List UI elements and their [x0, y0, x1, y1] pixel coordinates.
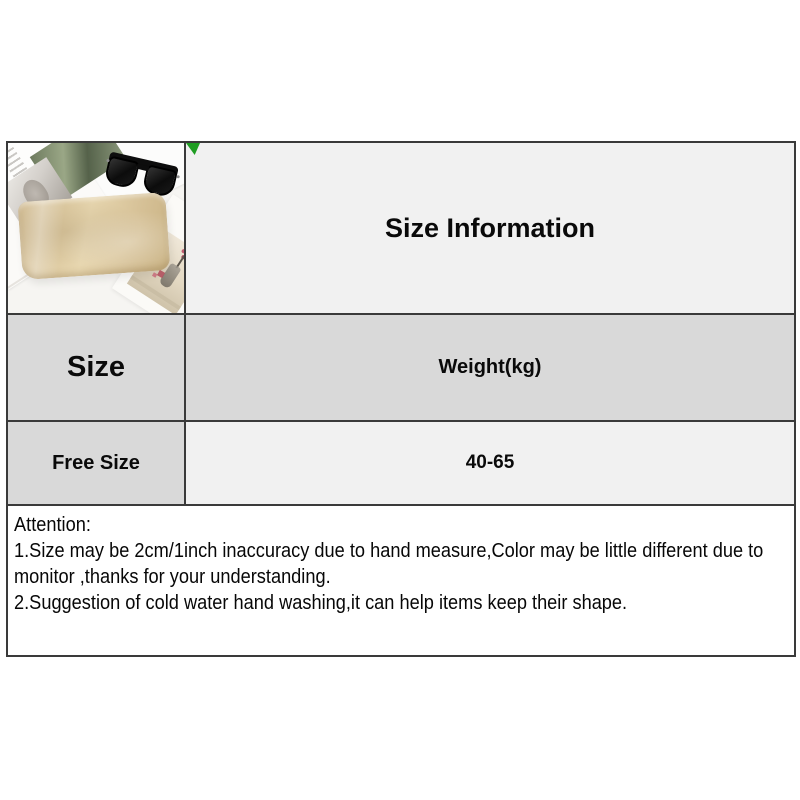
- table-row-size-cell: [8, 422, 186, 506]
- size-information-table: [6, 141, 796, 657]
- page-title: Size Information: [384, 212, 595, 243]
- attention-heading: Attention:: [14, 514, 91, 536]
- table-row-weight-cell: [186, 422, 794, 506]
- size-column-header-cell: [8, 315, 186, 422]
- table-title-cell: [186, 143, 794, 315]
- attention-note: [8, 506, 794, 655]
- weight-value: 40-65: [465, 452, 515, 473]
- sunglasses-hinge: [176, 175, 180, 179]
- weight-column-header-cell: [186, 315, 794, 422]
- size-column-header: Size: [66, 351, 126, 383]
- attention-line: monitor ,thanks for your understanding.: [14, 566, 331, 588]
- attention-text-block: [14, 512, 764, 616]
- bandeau-top-image: [17, 192, 170, 280]
- cell-corner-marker: [186, 143, 200, 155]
- weight-column-header: Weight(kg): [438, 356, 542, 378]
- product-photo: [8, 143, 186, 315]
- attention-line: 1.Size may be 2cm/1inch inaccuracy due to hand measure,Color may be little different due to: [14, 540, 764, 562]
- size-value: Free Size: [52, 451, 140, 474]
- attention-line: 2.Suggestion of cold water hand washing,it can help items keep their shape.: [14, 592, 628, 614]
